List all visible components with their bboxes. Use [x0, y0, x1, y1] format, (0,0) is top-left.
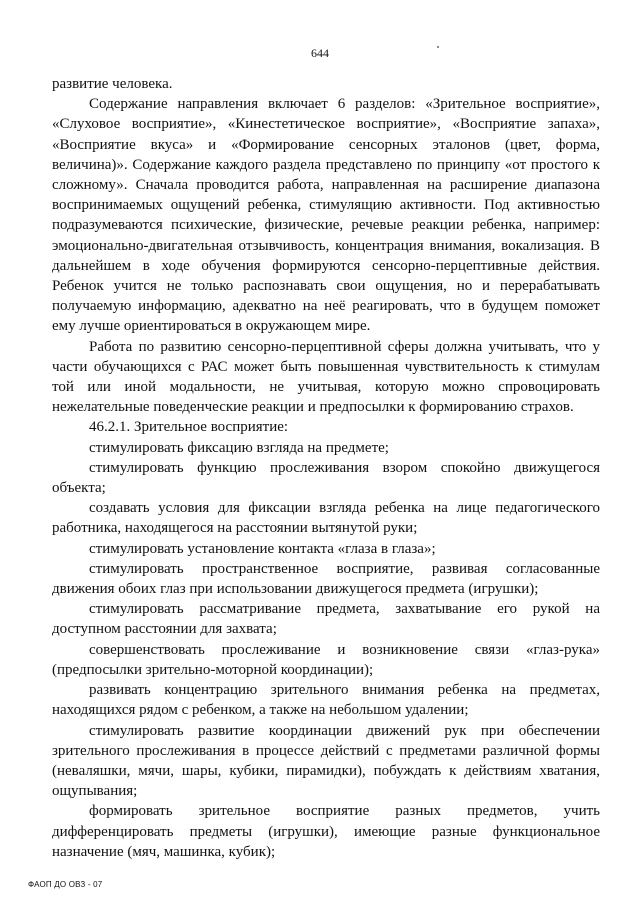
paragraph: развитие человека.	[52, 76, 173, 92]
list-item: стимулировать фиксацию взгляда на предмете;	[89, 439, 389, 456]
list-item: создавать условия для фиксации взгляда ребенка на лице педагогического работника, находящегося на расстоянии вытянутой руки;	[52, 500, 600, 537]
page-number: 644	[311, 46, 329, 60]
list-item: стимулировать развитие координации движений рук при обеспечении зрительного прослеживания в процессе действий с предметами различной формы (неваляшки, мячи, шары, кубики, пирамидки), побуждать к действиям хватания, ощупывания;	[52, 722, 600, 800]
section-heading: 46.2.1. Зрительное восприятие:	[89, 419, 289, 436]
list-item: стимулировать пространственное восприятие, развивая согласованные движения обоих глаз при использовании движущегося предмета (игрушки);	[52, 560, 600, 598]
list-item: стимулировать рассматривание предмета, захватывание его рукой на доступном расстоянии для захвата;	[52, 601, 600, 638]
paragraph: Работа по развитию сенсорно-перцептивной сферы должна учитывать, что у части обучающихся с РАС может быть повышенная чувствительность к стимулам той или иной модальности, не учитывая, которую можно спровоцировать нежелательные поведенческие реакции и предпосылки к формированию страхов.	[52, 338, 600, 416]
list-item: совершенствовать прослеживание и возникновение связи «глаз-рука» (предпосылки зрительно-моторной координации);	[52, 641, 600, 678]
list-item: стимулировать функцию прослеживания взором спокойно движущегося объекта;	[52, 459, 600, 497]
list-item: развивать концентрацию зрительного внимания ребенка на предметах, находящихся рядом с ребенком, а также на небольшом удалении;	[52, 682, 600, 719]
paragraph: Содержание направления включает 6 разделов: «Зрительное восприятие», «Слуховое восприятие», «Кинестетическое восприятие», «Восприятие запаха», «Восприятие вкуса» и «Формирование сенсорных эталонов (цвет, форма, величина)». Содержание каждого раздела представлено по принципу «от простого к сложному». Сначала проводится работа, направленная на расширение диапазона воспринимаемых ощущений ребенка, стимулящию активности. Под активностью подразумеваются психические, физические, речевые реакции ребенка, например: эмоционально-двигательная отзывчивость, концентрация внимания, вокализация. В дальнейшем в ходе обучения формируются сенсорно-перцептивные действия. Ребенок учится не только распознавать свои ощущения, но и перерабатывать получаемую информацию, адекватно на неё реагировать, что в будущем поможет ему лучше ориентироваться в окружающем мире.	[52, 96, 600, 335]
list-item: стимулировать установление контакта «глаза в глаза»;	[89, 540, 436, 557]
footer-label: ФАОП ДО ОВЗ - 07	[28, 880, 103, 889]
list-item: формировать зрительное восприятие разных предметов, учить дифференцировать предметы (игрушки), имеющие разные функциональное назначение (мяч, машинка, кубик);	[52, 803, 600, 860]
document-body	[52, 74, 600, 862]
scan-speck	[437, 46, 439, 48]
